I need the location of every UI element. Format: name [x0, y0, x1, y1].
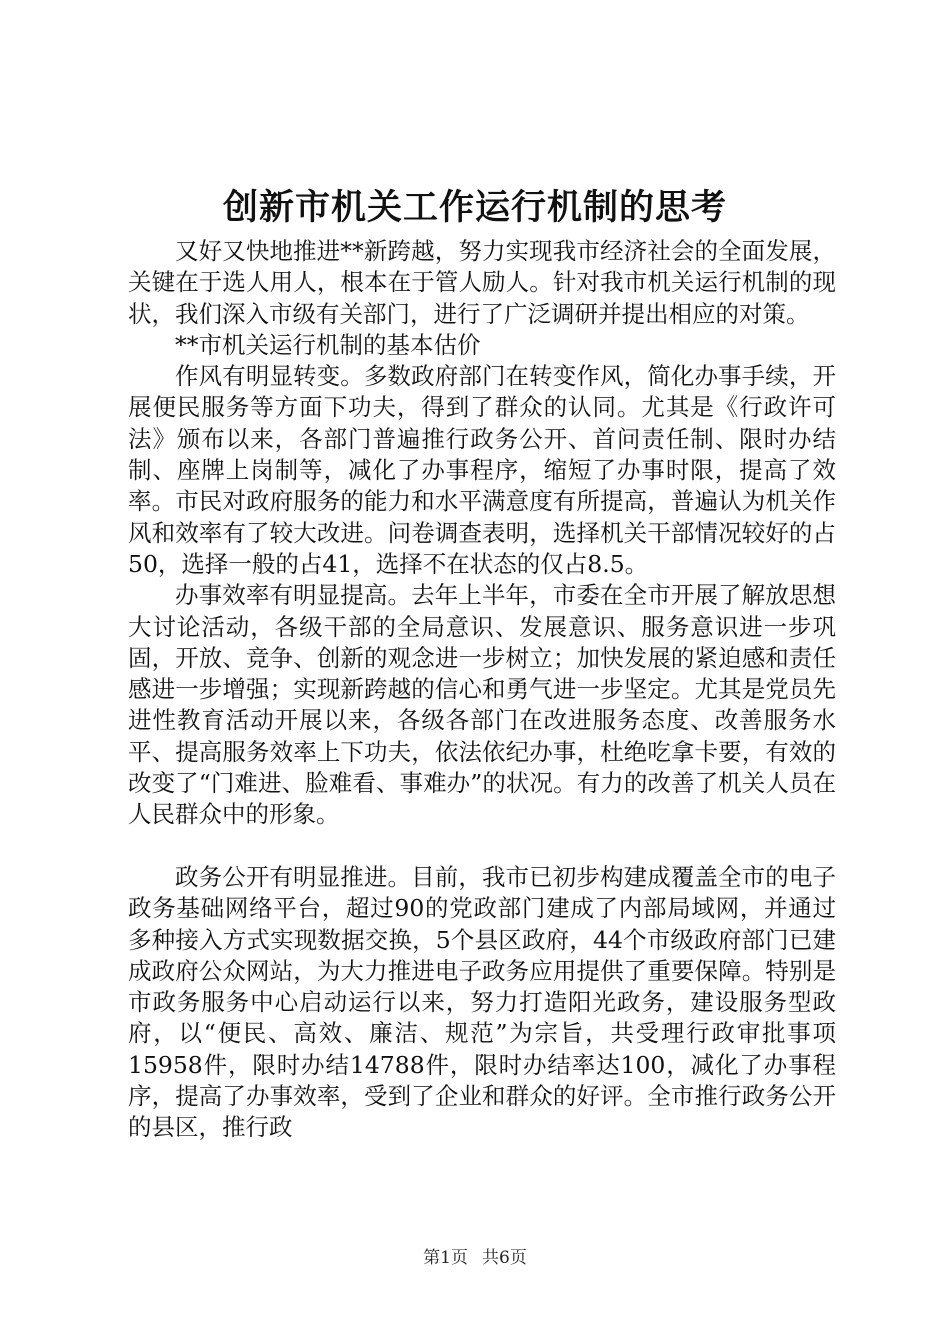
paragraph-efficiency: 办事效率有明显提高。去年上半年，市委在全市开展了解放思想大讨论活动，各级干部的全局意识、发展意识、服务意识进一步巩固，开放、竞争、创新的观念进一步树立；加快发展的紧迫感和责任感进一步增强；实现新跨越的信心和勇气进一步坚定。尤其是党员先进性教育活动开展以来，各级各部门在改进服务态度、改善服务水平、提高服务效率上下功夫，依法依纪办事，杜绝吃拿卡要，有效的改变了“门难进、脸难看、事难办”的状况。有力的改善了机关人员在人民群众中的形象。: [128, 581, 836, 829]
document-title: 创新市机关工作运行机制的思考: [222, 187, 727, 228]
paragraph-work-style: 作风有明显转变。多数政府部门在转变作风，简化办事手续，开展便民服务等方面下功夫，得到了群众的认同。尤其是《行政许可法》颁布以来，各部门普遍推行政务公开、首问责任制、限时办结制、座牌上岗制等，减化了办事程序，缩短了办事时限，提高了效率。市民对政府服务的能力和水平满意度有所提高，普遍认为机关作风和效率有了较大改进。问卷调查表明，选择机关干部情况较好的占50，选择一般的占41，选择不在状态的仅占8.5。: [128, 362, 836, 578]
section-heading: **市机关运行机制的基本估价: [175, 330, 481, 359]
document-body: [128, 236, 836, 1144]
page-number: 第1页: [423, 1248, 468, 1268]
paragraph-open-government: 政务公开有明显推进。目前，我市已初步构建成覆盖全市的电子政务基础网络平台，超过90的党政部门建成了内部局域网，并通过多种接入方式实现数据交换，5个县区政府，44个市级政府部门已建成政府公众网站，为大力推进电子政务应用提供了重要保障。特别是市政务服务中心启动运行以来，努力打造阳光政务，建设服务型政府，以“便民、高效、廉洁、规范”为宗旨，共受理行政审批事项15958件，限时办结14788件，限时办结率达100，减化了办事程序，提高了办事效率，受到了企业和群众的好评。全市推行政务公开的县区，推行政: [128, 862, 836, 1142]
paragraph-intro: 又好又快地推进**新跨越，努力实现我市经济社会的全面发展，关键在于选人用人，根本在于管人励人。针对我市机关运行机制的现状，我们深入市级有关部门，进行了广泛调研并提出相应的对策。: [128, 237, 836, 328]
page-total: 共6页: [482, 1248, 527, 1268]
page-footer: [0, 1243, 950, 1268]
